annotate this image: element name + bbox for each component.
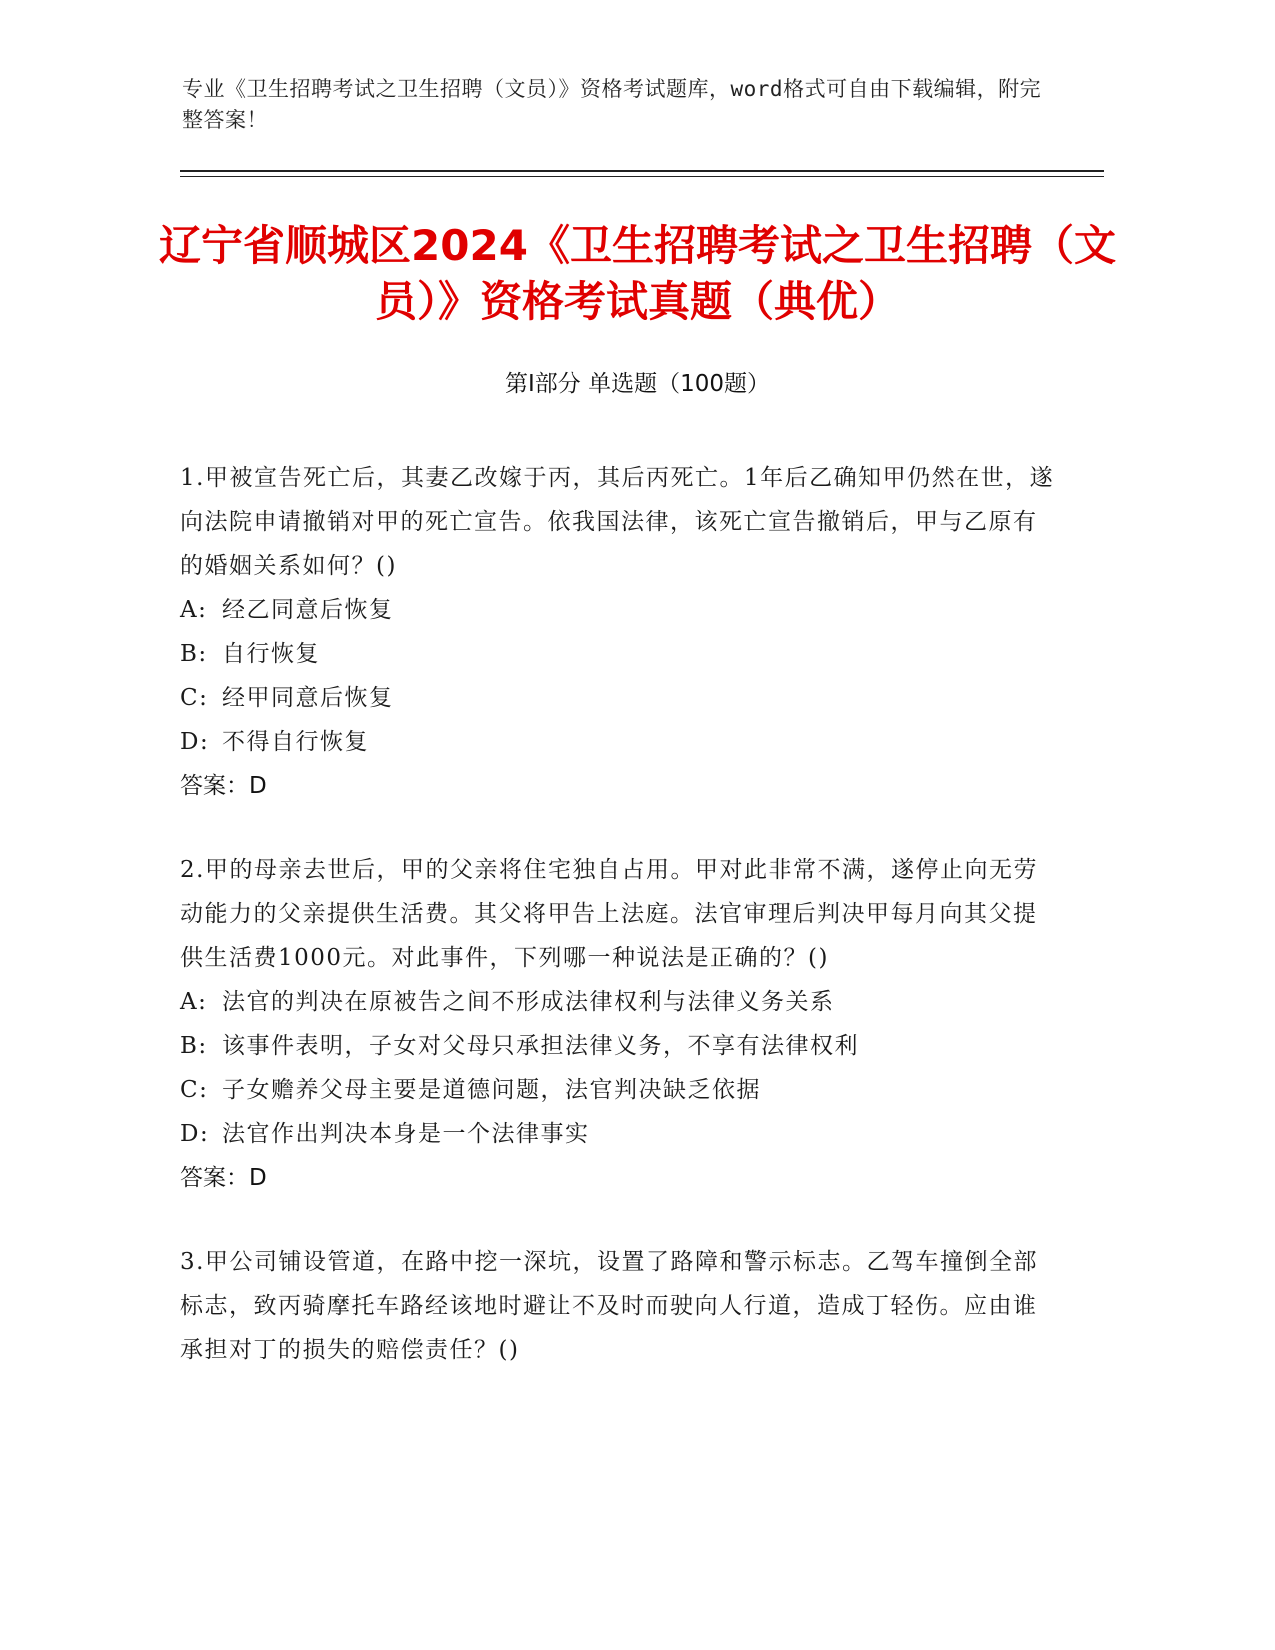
option-text: 子女赡养父母主要是道德问题，法官判决缺乏依据 [222,1077,761,1103]
option-letter: B: [180,1033,208,1059]
option-text: 该事件表明，子女对父母只承担法律义务，不享有法律权利 [222,1033,859,1059]
question-3 [180,1240,1060,1372]
answer-line: 答案：D [180,1165,267,1191]
question-stem: 2.甲的母亲去世后，甲的父亲将住宅独自占用。甲对此非常不满，遂停止向无劳动能力的父亲提供生活费。其父将甲告上法庭。法官审理后判决甲每月向其父提供生活费1000元。对此事件，下列哪一种说法是正确的？() [180,857,1038,971]
option-a [180,588,1060,632]
question-stem: 3.甲公司铺设管道，在路中挖一深坑，设置了路障和警示标志。乙驾车撞倒全部标志，致丙骑摩托车路经该地时避让不及时而驶向人行道，造成丁轻伤。应由谁承担对丁的损失的赔偿责任？() [180,1249,1038,1363]
header-rule-thick [180,170,1104,172]
question-stem: 1.甲被宣告死亡后，其妻乙改嫁于丙，其后丙死亡。1年后乙确知甲仍然在世，遂向法院申请撤销对甲的死亡宣告。依我国法律，该死亡宣告撤销后，甲与乙原有的婚姻关系如何？() [180,465,1055,579]
option-b [180,1024,1060,1068]
header-note: 专业《卫生招聘考试之卫生招聘（文员）》资格考试题库，word格式可自由下载编辑，附完整答案！ [182,77,1042,132]
option-text: 经甲同意后恢复 [222,685,394,711]
question-2 [180,848,1060,1200]
option-d [180,720,1060,764]
option-letter: A: [180,597,208,623]
option-d [180,1112,1060,1156]
option-letter: B: [180,641,208,667]
option-letter: D: [180,729,210,755]
option-letter: C: [180,1077,209,1103]
option-text: 法官的判决在原被告之间不形成法律权利与法律义务关系 [222,989,835,1015]
answer-line: 答案：D [180,773,267,799]
option-text: 不得自行恢复 [222,729,369,755]
option-c [180,676,1060,720]
question-list [180,456,1060,1412]
document-title: 辽宁省顺城区2024《卫生招聘考试之卫生招聘（文员）》资格考试真题（典优） [159,221,1116,326]
option-text: 自行恢复 [222,641,320,667]
header-rule-thin [180,176,1104,177]
section-title: 第Ⅰ部分 单选题（100题） [505,371,770,397]
option-c [180,1068,1060,1112]
option-text: 经乙同意后恢复 [222,597,394,623]
option-b [180,632,1060,676]
option-letter: D: [180,1121,210,1147]
option-letter: C: [180,685,209,711]
option-letter: A: [180,989,208,1015]
option-text: 法官作出判决本身是一个法律事实 [222,1121,590,1147]
option-a [180,980,1060,1024]
question-1 [180,456,1060,808]
